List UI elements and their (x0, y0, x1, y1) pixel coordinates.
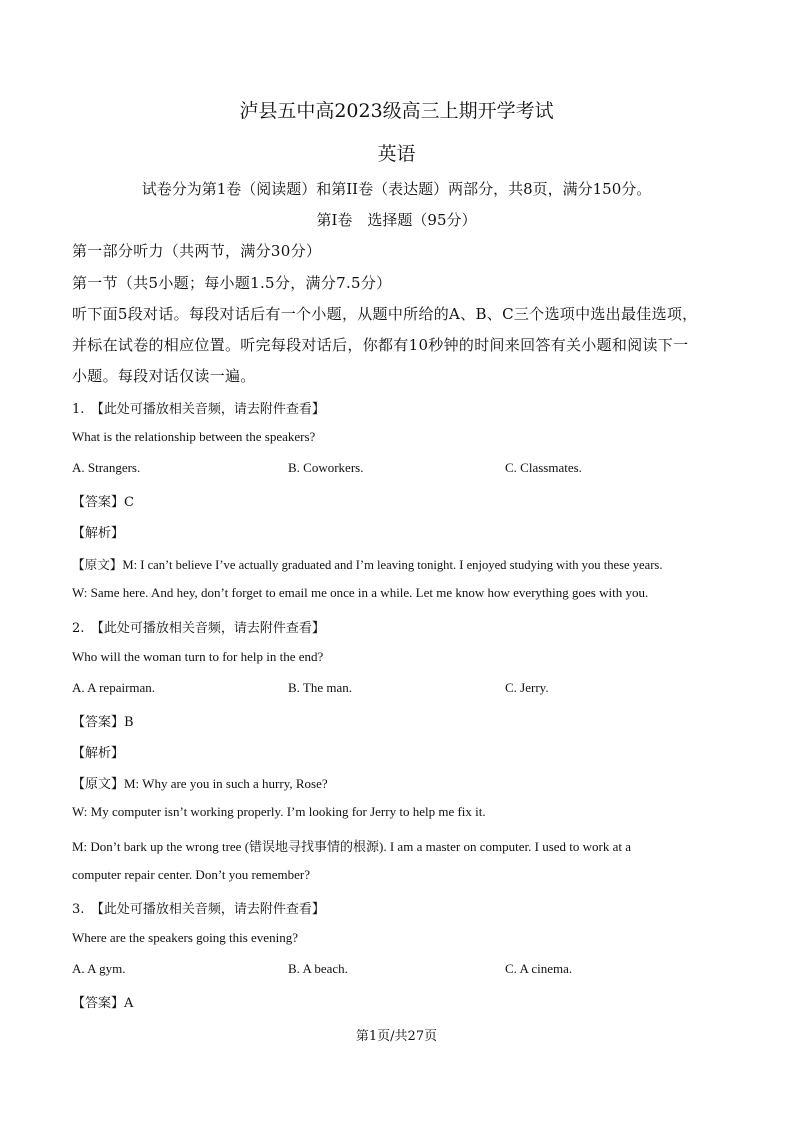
option-c: C. Classmates. (505, 460, 582, 475)
option-c: C. Jerry. (505, 680, 549, 695)
answer-label: 【答案】A (72, 996, 134, 1011)
option-c: C. A cinema. (505, 961, 573, 976)
question-header: 3. 【此处可播放相关音频，请去附件查看】 (72, 902, 325, 917)
transcript-line: 【原文】M: I can’t believe I’ve actually graduated and I’m leaving tonight. I enjoyed studying with you these years. (72, 558, 663, 572)
exam-title: 泸县五中高2023级高三上期开学考试 (239, 100, 554, 122)
volume-heading: 第I卷 选择题（95分） (316, 211, 477, 229)
part-heading: 第一部分听力（共两节，满分30分） (72, 242, 322, 260)
option-a: A. A gym. (72, 961, 126, 976)
question-header: 1. 【此处可播放相关音频，请去附件查看】 (72, 402, 325, 417)
instruction-line: 听下面5段对话。每段对话后有一个小题，从题中所给的A、B、C三个选项中选出最佳选项， (72, 305, 698, 323)
option-b: B. The man. (288, 680, 353, 695)
transcript-line: computer repair center. Don’t you remember? (72, 867, 310, 882)
exam-intro: 试卷分为第1卷（阅读题）和第II卷（表达题）两部分，共8页，满分150分。 (141, 180, 652, 198)
instruction-line: 并标在试卷的相应位置。听完每段对话后，你都有10秒钟的时间来回答有关小题和阅读下一 (72, 336, 689, 354)
option-b: B. Coworkers. (288, 460, 364, 475)
question-text: What is the relationship between the speakers? (72, 429, 316, 444)
answer-label: 【答案】C (72, 495, 134, 510)
question-text: Where are the speakers going this evening? (72, 930, 298, 945)
subject-title: 英语 (377, 143, 416, 165)
analysis-label: 【解析】 (72, 526, 125, 541)
option-a: A. A repairman. (72, 680, 156, 695)
page-number: 第1页/共27页 (355, 1029, 438, 1044)
section-heading: 第一节（共5小题；每小题1.5分，满分7.5分） (72, 274, 392, 292)
question-text: Who will the woman turn to for help in the end? (72, 649, 324, 664)
option-b: B. A beach. (288, 961, 348, 976)
transcript-line: W: Same here. And hey, don’t forget to email me once in a while. Let me know how everything goes with you. (72, 585, 649, 600)
instruction-line: 小题。每段对话仅读一遍。 (72, 367, 256, 385)
question-header: 2. 【此处可播放相关音频，请去附件查看】 (72, 621, 325, 636)
transcript-line: W: My computer isn’t working properly. I’m looking for Jerry to help me fix it. (72, 804, 486, 819)
transcript-line: M: Don’t bark up the wrong tree (错误地寻找事情的根源). I am a master on computer. I used to work at a (72, 839, 632, 854)
transcript-line: 【原文】M: Why are you in such a hurry, Rose? (72, 776, 328, 791)
answer-label: 【答案】B (72, 715, 134, 730)
analysis-label: 【解析】 (72, 746, 125, 761)
option-a: A. Strangers. (72, 460, 141, 475)
